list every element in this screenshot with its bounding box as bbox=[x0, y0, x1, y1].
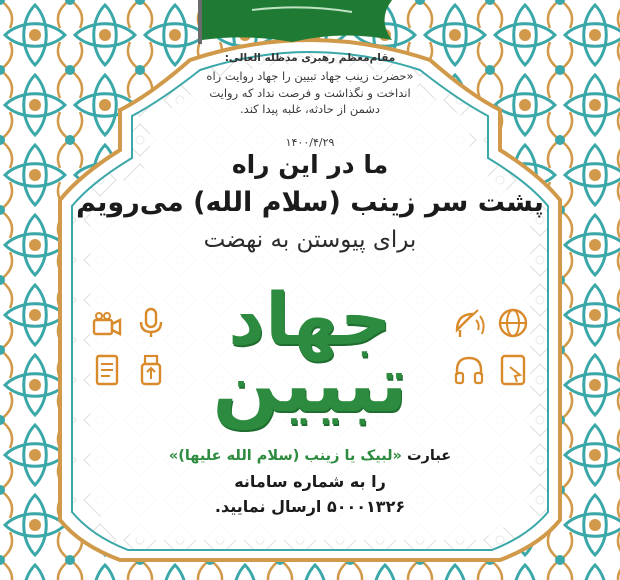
title-jihad: جهاد bbox=[228, 277, 392, 361]
quote-line-1: «حضرت زینب جهاد تبیین را جهاد روایت راه bbox=[206, 69, 414, 83]
headline-line-3: برای پیوستن به نهضت bbox=[203, 227, 417, 253]
cta-prefix: عبارت bbox=[406, 448, 452, 464]
cta-line-2: را به شماره سامانه bbox=[234, 472, 386, 491]
globe-icon bbox=[496, 306, 530, 340]
video-camera-icon bbox=[90, 308, 124, 342]
cta-phrase: «لبیک یا زینب (سلام الله علیها)» bbox=[168, 448, 402, 464]
headline-line-1: ما در این راه bbox=[231, 150, 389, 179]
quote-line-3: دشمن از حادثه، غلبه پیدا کند. bbox=[240, 102, 380, 116]
microphone-icon bbox=[134, 306, 168, 340]
quote-heading: مقام‌معظم رهبری مدظله العالی: bbox=[224, 52, 396, 64]
satellite-dish-icon bbox=[452, 306, 486, 340]
quote-date: ۱۴۰۰/۴/۲۹ bbox=[285, 136, 335, 149]
quote-line-2: انداخت و نگذاشت و فرصت نداد که روایت bbox=[209, 86, 411, 100]
usb-icon bbox=[134, 353, 168, 387]
headphones-icon bbox=[452, 353, 486, 387]
cta-line-1 bbox=[0, 448, 620, 464]
headline-line-2: پشت سر زینب (سلام الله) می‌رویم bbox=[76, 187, 544, 218]
tablet-icon bbox=[496, 353, 530, 387]
document-icon bbox=[90, 353, 124, 387]
cta-line-3: ۵۰۰۰۱۳۲۶ ارسال نمایید. bbox=[214, 497, 406, 516]
title-tabyin: تبیین bbox=[212, 340, 408, 430]
